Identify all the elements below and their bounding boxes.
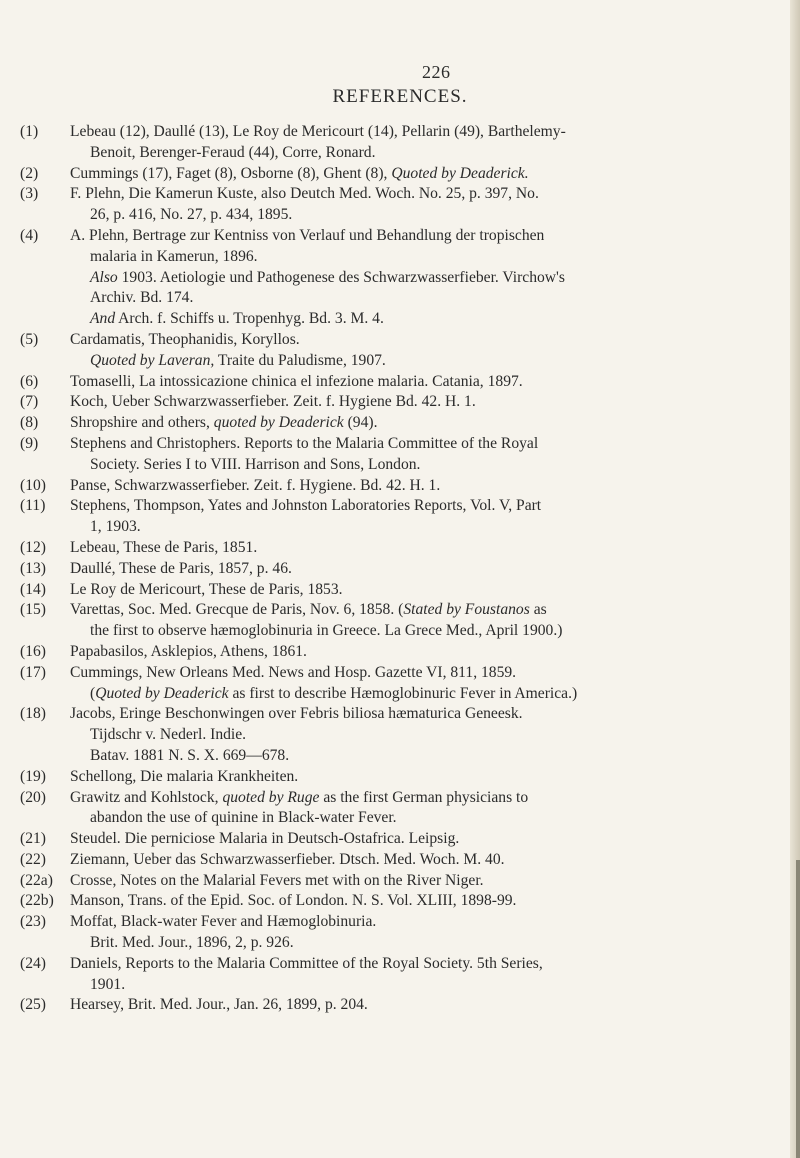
reference-entry: (24) Daniels, Reports to the Malaria Committee of the Royal Society. 5th Series, 1901. [20,954,543,993]
reference-entry: (15) Varettas, Soc. Med. Grecque de Paris, Nov. 6, 1858. (Stated by Foustanos as the first to observe hæmoglobinuria in Greece. La Grece Med., April 1900.) [20,601,563,640]
reference-entry: (7) Koch, Ueber Schwarzwasserfieber. Zeit. f. Hygiene Bd. 42. H. 1. [20,393,476,411]
reference-entry: (21) Steudel. Die perniciose Malaria in Deutsch-Ostafrica. Leipsig. [20,830,460,848]
reference-entry: (6) Tomaselli, La intossicazione chinica el infezione malaria. Catania, 1897. [20,372,523,390]
reference-entry: (22) Ziemann, Ueber das Schwarzwasserfieber. Dtsch. Med. Woch. M. 40. [20,850,505,868]
reference-entry: (22a) Crosse, Notes on the Malarial Fevers met with on the River Niger. [20,871,484,889]
reference-entry: (1) Lebeau (12), Daullé (13), Le Roy de Mericourt (14), Pellarin (49), Barthelemy- Benoit, Berenger-Feraud (44), Corre, Ronard. [20,123,566,161]
reference-entry: (16) Papabasilos, Asklepios, Athens, 1861. [20,642,307,660]
page-number: 226 [422,62,451,82]
reference-entry: (20) Grawitz and Kohlstock, quoted by Ruge as the first German physicians to abandon the use of quinine in Black-water Fever. [20,788,529,827]
reference-entry: (22b) Manson, Trans. of the Epid. Soc. of London. N. S. Vol. XLIII, 1898-99. [20,892,517,910]
reference-list [20,122,790,1016]
reference-entry: (12) Lebeau, These de Paris, 1851. [20,538,258,556]
page-edge-shadow [796,860,800,1158]
reference-entry: (8) Shropshire and others, quoted by Deaderick (94). [20,414,378,432]
reference-entry: (5) Cardamatis, Theophanidis, Koryllos. Quoted by Laveran, Traite du Paludisme, 1907. [20,330,386,369]
reference-entry: (11) Stephens, Thompson, Yates and Johnston Laboratories Reports, Vol. V, Part 1, 1903. [20,497,542,536]
reference-entry: (9) Stephens and Christophers. Reports to the Malaria Committee of the Royal Society. Series I to VIII. Harrison and Sons, London. [20,434,539,473]
reference-entry: (13) Daullé, These de Paris, 1857, p. 46. [20,559,292,577]
reference-entry: (4) A. Plehn, Bertrage zur Kentniss von Verlauf und Behandlung der tropischen malaria in Kamerun, 1896. Also 1903. Aetiologie und Pathogenese des Schwarzwasserfieber. Virchow's Archiv. Bd. 174. And Arch. f. Schiffs u. Tropenhyg. Bd. 3. M. 4. [20,226,565,328]
reference-entry: (23) Moffat, Black-water Fever and Hæmoglobinuria. Brit. Med. Jour., 1896, 2, p. 926. [20,913,377,952]
reference-entry: (3) F. Plehn, Die Kamerun Kuste, also Deutch Med. Woch. No. 25, p. 397, No. 26, p. 416, No. 27, p. 434, 1895. [20,185,539,224]
reference-entry: (18) Jacobs, Eringe Beschonwingen over Febris biliosa hæmaturica Geneesk. Tijdschr v. Nederl. Indie. Batav. 1881 N. S. X. 669—678. [20,705,523,764]
reference-entry: (25) Hearsey, Brit. Med. Jour., Jan. 26, 1899, p. 204. [20,996,368,1014]
reference-entry: (14) Le Roy de Mericourt, These de Paris, 1853. [20,580,343,598]
reference-entry: (10) Panse, Schwarzwasserfieber. Zeit. f. Hygiene. Bd. 42. H. 1. [20,476,441,494]
reference-entry: (19) Schellong, Die malaria Krankheiten. [20,767,299,785]
reference-entry: (17) Cummings, New Orleans Med. News and Hosp. Gazette VI, 811, 1859. (Quoted by Deaderick as first to describe Hæmoglobinuric Fever in America.) [20,663,578,702]
reference-entry: (2) Cummings (17), Faget (8), Osborne (8), Ghent (8), Quoted by Deaderick. [20,164,529,182]
page-title: REFERENCES. [332,86,468,107]
